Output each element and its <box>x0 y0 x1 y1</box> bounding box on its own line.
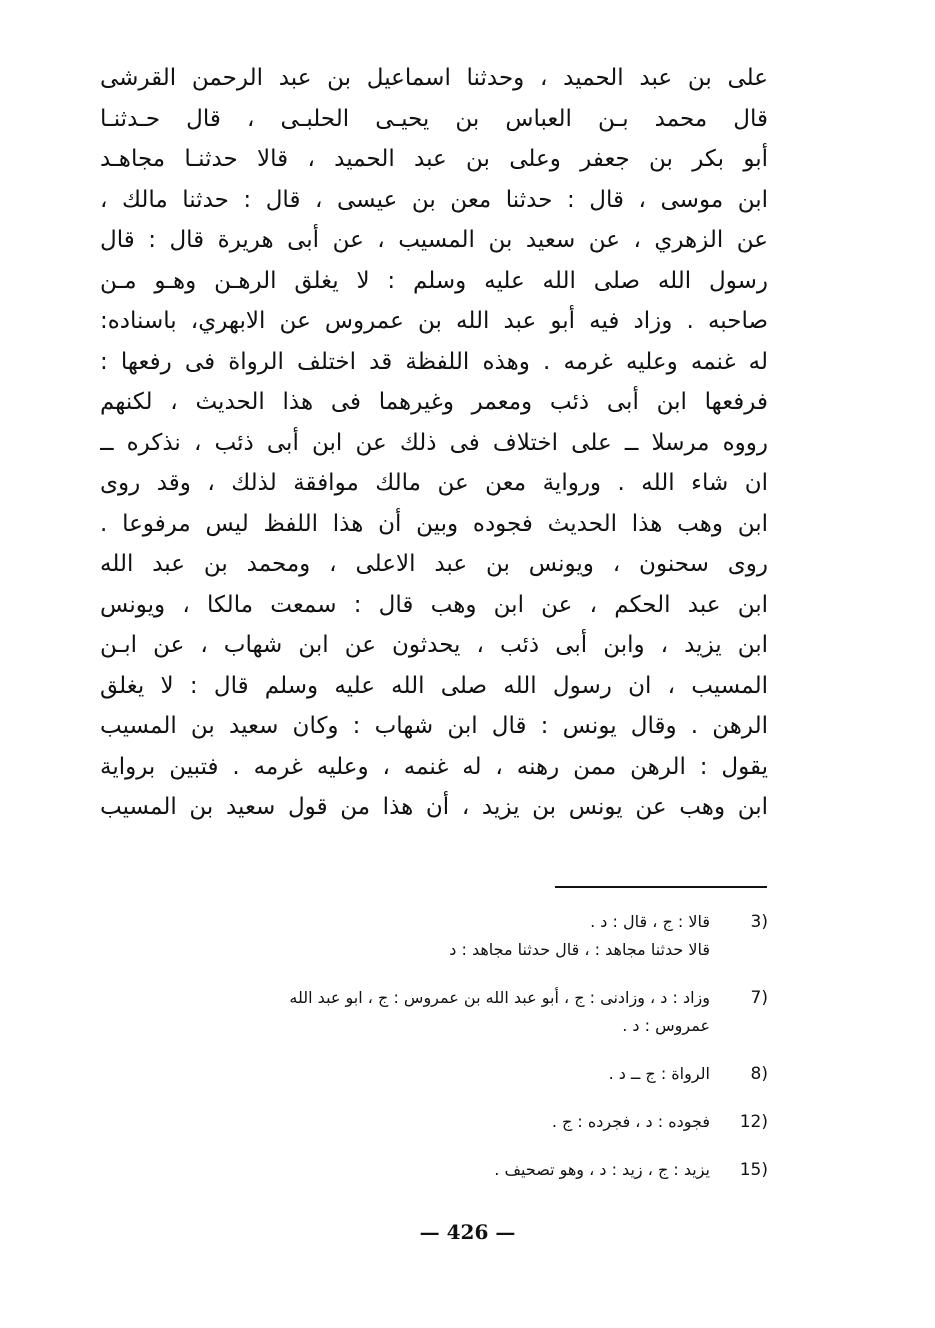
text-line: ابن وهب عن يونس بن يزيد ، أن هذا من قول سعيد بن المسيب <box>100 794 768 820</box>
text-line: الرهن . وقال يونس : قال ابن شهاب : وكان سعيد بن المسيب <box>100 713 768 739</box>
text-line: يقول : الرهن ممن رهنه ، له غنمه ، وعليه غرمه . فتبين برواية <box>100 753 768 780</box>
footnote-text <box>100 984 710 1040</box>
text-line: قال محمد بـن العباس بن يحيـى الحلبـى ، قال حـدثنـا <box>100 105 768 132</box>
footnote-line: الرواة : ج ــ د . <box>608 1064 710 1083</box>
text-line: أبو بكر بن جعفر وعلى بن عبد الحميد ، قالا حدثنـا مجاهـد <box>100 146 768 172</box>
footnote-line: قالا : ج ، قال : د . <box>590 912 710 931</box>
footnote-number: 3) <box>750 912 768 932</box>
footnote <box>100 908 768 964</box>
text-line: له غنمه وعليه غرمه . وهذه اللفظة قد اختلف الرواة فى رفعها : <box>100 348 768 375</box>
text-line: رووه مرسلا ــ على اختلاف فى ذلك عن ابن أبى ذئب ، نذكره ــ <box>100 429 768 456</box>
footnote-line: وزاد : د ، وزادنى : ج ، أبو عبد الله بن عمروس : ج ، ابو عبد الله <box>289 988 710 1007</box>
footnote-text <box>100 1060 710 1088</box>
footnotes <box>100 908 768 1204</box>
footnote-number: 15) <box>739 1160 768 1180</box>
text-line: عن الزهري ، عن سعيد بن المسيب ، عن أبى هريرة قال : قال <box>100 227 768 253</box>
footnote-line: فجوده : د ، فجرده : ج . <box>551 1112 710 1131</box>
text-line: ابن موسى ، قال : حدثنا معن بن عيسى ، قال : حدثنا مالك ، <box>100 186 768 213</box>
footnote-text <box>100 1156 710 1184</box>
main-text <box>100 58 768 828</box>
text-line: ابن يزيد ، وابن أبى ذئب ، يحدثون عن ابن شهاب ، عن ابـن <box>100 632 768 658</box>
footnote-line: يزيد : ج ، زيد : د ، وهو تصحيف . <box>494 1160 710 1179</box>
text-line: رسول الله صلى الله عليه وسلم : لا يغلق الرهـن وهـو مـن <box>100 267 768 294</box>
text-line: على بن عبد الحميد ، وحدثنا اسماعيل بن عبد الرحمن القرشى <box>100 65 768 91</box>
footnote <box>100 1108 768 1136</box>
footnote <box>100 1156 768 1184</box>
text-line: المسيب ، ان رسول الله صلى الله عليه وسلم قال : لا يغلق <box>100 672 768 699</box>
text-line: ابن عبد الحكم ، عن ابن وهب قال : سمعت مالكا ، ويونس <box>100 591 768 618</box>
footnote-text <box>100 908 710 964</box>
page-number: — 426 — <box>419 1220 516 1244</box>
text-line: ان شاء الله . ورواية معن عن مالك موافقة لذلك ، وقد روى <box>100 470 768 496</box>
text-line: صاحبه . وزاد فيه أبو عبد الله بن عمروس عن الابهري، باسناده: <box>100 308 768 334</box>
text-line: ابن وهب هذا الحديث فجوده وبين أن هذا اللفظ ليس مرفوعا . <box>100 510 768 537</box>
footnote-line: عمروس : د . <box>622 1016 710 1035</box>
footnote <box>100 1060 768 1088</box>
footnote-divider <box>555 886 767 888</box>
footnote <box>100 984 768 1040</box>
footnote-number: 8) <box>750 1064 768 1084</box>
footnote-line: قالا حدثنا مجاهد : ، قال حدثنا مجاهد : د <box>449 940 710 959</box>
text-line: فرفعها ابن أبى ذئب ومعمر وغيرهما فى هذا الحديث ، لكنهم <box>100 389 768 415</box>
footnote-number: 12) <box>739 1112 768 1132</box>
footnote-text <box>100 1108 710 1136</box>
text-line: روى سحنون ، ويونس بن عبد الاعلى ، ومحمد بن عبد الله <box>100 551 768 577</box>
footnote-number: 7) <box>750 988 768 1008</box>
